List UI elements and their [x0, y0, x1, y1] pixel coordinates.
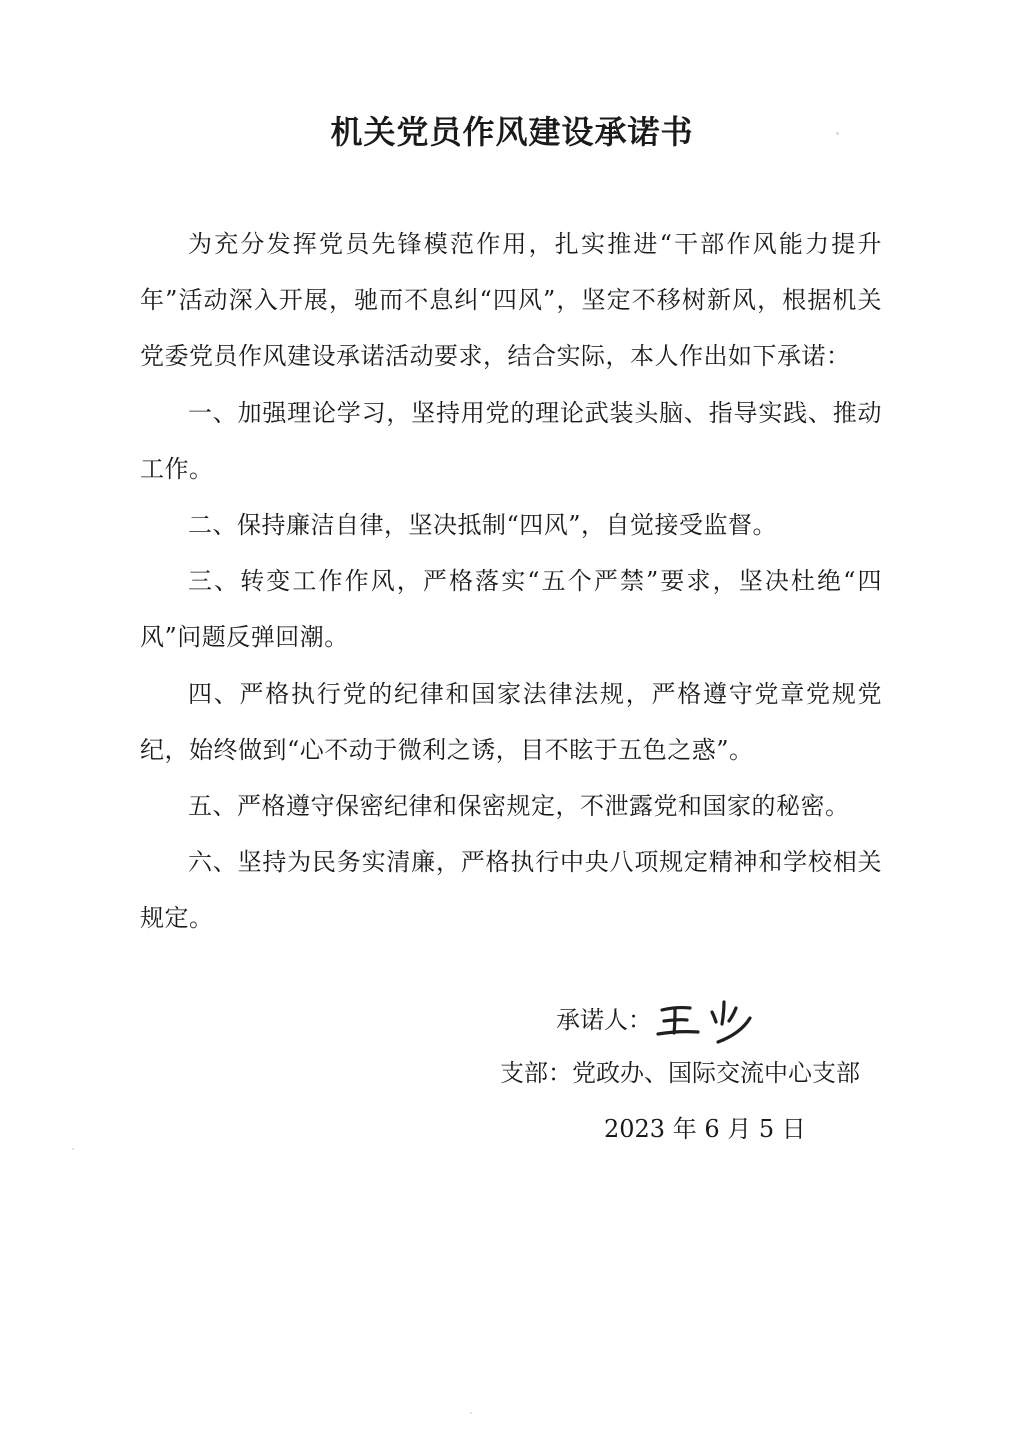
paragraph-item-6: 六、坚持为民务实清廉，严格执行中央八项规定精神和学校相关规定。 [140, 848, 882, 933]
document-title: 机关党员作风建设承诺书 [330, 113, 694, 151]
paragraph-item-1: 一、加强理论学习，坚持用党的理论武装头脑、指导实践、推动工作。 [140, 398, 882, 483]
scan-speck [470, 1412, 472, 1414]
scan-speck [836, 132, 839, 135]
handwritten-signature [654, 996, 764, 1044]
paragraph-item-4: 四、严格执行党的纪律和国家法律法规，严格遵守党章党规党纪，始终做到“心不动于微利之诱，目不眩于五色之惑”。 [140, 679, 882, 764]
signature-block [0, 995, 1024, 1155]
paragraph-item-5: 五、严格遵守保密纪律和保密规定，不泄露党和国家的秘密。 [188, 792, 850, 821]
scan-speck [72, 1148, 74, 1150]
paragraph-item-2: 二、保持廉洁自律，坚决抵制“四风”，自觉接受监督。 [188, 511, 778, 540]
signer-row [556, 995, 764, 1045]
signature-date: 2023 年 6 月 5 日 [604, 1115, 806, 1143]
paragraph-intro: 为充分发挥党员先锋模范作用，扎实推进“干部作风能力提升年”活动深入开展，驰而不息纠“四风”，坚定不移树新风，根据机关党委党员作风建设承诺活动要求，结合实际，本人作出如下承诺： [140, 230, 882, 371]
branch-line: 支部：党政办、国际交流中心支部 [500, 1059, 860, 1087]
document-body [140, 216, 882, 947]
paragraph-item-3: 三、转变工作作风，严格落实“五个严禁”要求，坚决杜绝“四风”问题反弹回潮。 [140, 567, 882, 652]
signer-label: 承诺人： [556, 1006, 652, 1034]
